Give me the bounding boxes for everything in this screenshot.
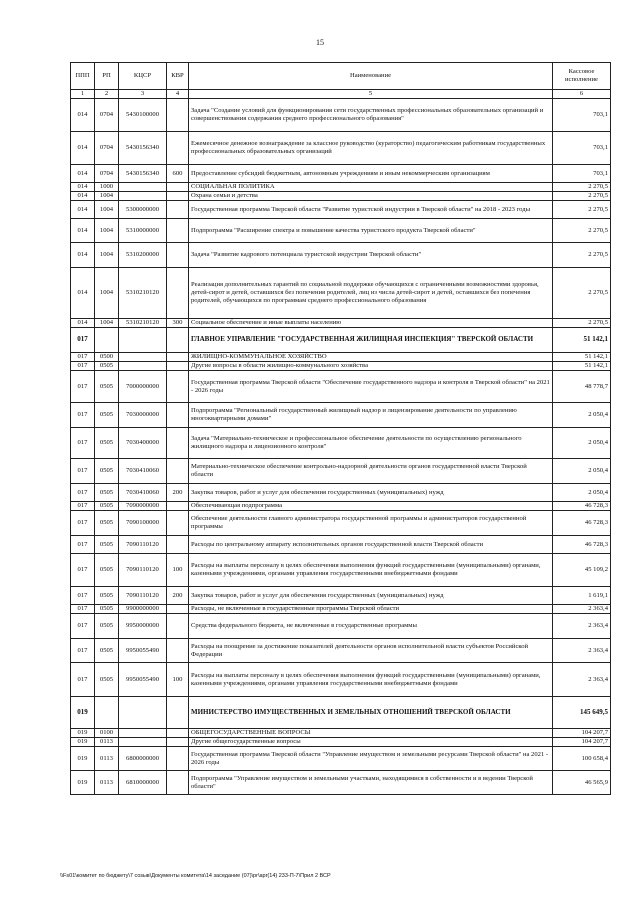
cell-kcsr: 7000000000	[119, 371, 167, 403]
cell-rp: 0500	[95, 353, 119, 362]
table-row	[71, 729, 611, 738]
header-kcsr: КЦСР	[119, 63, 167, 90]
cell-ppp: 019	[71, 697, 95, 729]
cell-rp: 0704	[95, 165, 119, 183]
cell-name: Государственная программа Тверской области "Обеспечение государственного надзора и контроля в Тверской области" на 2021 - 2026 годы	[189, 371, 553, 403]
cell-cash-execution: 51 142,1	[553, 353, 611, 362]
cell-rp: 1004	[95, 243, 119, 268]
cell-name: Материально-техническое обеспечение контрольно-надзорной деятельности органов государственной власти Тверской области	[189, 459, 553, 484]
cell-name: Другие общегосударственные вопросы	[189, 738, 553, 747]
table-row	[71, 605, 611, 614]
cell-ppp: 014	[71, 132, 95, 165]
cell-kvr	[167, 697, 189, 729]
header-cash-execution: Кассовое исполнение	[553, 63, 611, 90]
table-row	[71, 639, 611, 663]
column-number: 3	[119, 90, 167, 99]
header-rp: РП	[95, 63, 119, 90]
cell-rp: 0505	[95, 459, 119, 484]
cell-kcsr	[119, 362, 167, 371]
cell-kvr	[167, 771, 189, 795]
cell-cash-execution: 2 363,4	[553, 605, 611, 614]
cell-kvr	[167, 132, 189, 165]
cell-kcsr: 7090110120	[119, 587, 167, 605]
cell-ppp: 019	[71, 747, 95, 771]
cell-kvr	[167, 268, 189, 319]
cell-cash-execution: 51 142,1	[553, 328, 611, 353]
cell-ppp: 017	[71, 353, 95, 362]
cell-kcsr: 7030410060	[119, 484, 167, 502]
cell-kcsr	[119, 183, 167, 192]
cell-cash-execution: 2 050,4	[553, 403, 611, 428]
cell-kvr	[167, 639, 189, 663]
cell-cash-execution: 2 050,4	[553, 459, 611, 484]
cell-kvr	[167, 219, 189, 243]
cell-name: Расходы на выплаты персоналу в целях обеспечения выполнения функций государственными (муниципальными) органами, казенными учреждениями, органами управления государственными внебюджетными фондами	[189, 554, 553, 587]
cell-kcsr: 5430156340	[119, 165, 167, 183]
cell-cash-execution: 703,1	[553, 99, 611, 132]
cell-kcsr: 6810000000	[119, 771, 167, 795]
cell-ppp: 017	[71, 605, 95, 614]
header-ppp: ППП	[71, 63, 95, 90]
cell-kcsr: 5300000000	[119, 201, 167, 219]
cell-cash-execution: 46 728,3	[553, 502, 611, 511]
cell-ppp: 014	[71, 268, 95, 319]
cell-kvr: 300	[167, 319, 189, 328]
cell-ppp: 017	[71, 614, 95, 639]
table-row	[71, 554, 611, 587]
table-row	[71, 403, 611, 428]
cell-kvr: 600	[167, 165, 189, 183]
cell-kcsr: 5310000000	[119, 219, 167, 243]
table-row	[71, 484, 611, 502]
cell-rp: 0505	[95, 587, 119, 605]
cell-ppp: 017	[71, 587, 95, 605]
cell-cash-execution: 2 050,4	[553, 428, 611, 459]
cell-cash-execution: 2 270,5	[553, 243, 611, 268]
cell-ppp: 014	[71, 243, 95, 268]
cell-cash-execution: 104 207,7	[553, 738, 611, 747]
cell-cash-execution: 46 728,3	[553, 536, 611, 554]
table-row	[71, 771, 611, 795]
table-row	[71, 183, 611, 192]
cell-ppp: 014	[71, 165, 95, 183]
cell-name: Государственная программа Тверской области "Управление имуществом и земельными ресурсами Тверской области" на 2021 - 2026 годы	[189, 747, 553, 771]
cell-kcsr	[119, 729, 167, 738]
table-row	[71, 165, 611, 183]
cell-kvr	[167, 428, 189, 459]
table-row	[71, 362, 611, 371]
cell-kvr	[167, 459, 189, 484]
cell-name: ГЛАВНОЕ УПРАВЛЕНИЕ "ГОСУДАРСТВЕННАЯ ЖИЛИЩНАЯ ИНСПЕКЦИЯ" ТВЕРСКОЙ ОБЛАСТИ	[189, 328, 553, 353]
cell-kcsr	[119, 738, 167, 747]
cell-kvr: 200	[167, 587, 189, 605]
table-row	[71, 502, 611, 511]
cell-rp: 0505	[95, 536, 119, 554]
cell-name: Задача "Материально-техническое и профессиональное обеспечение деятельности по осуществлению регионального жилищного надзора и лицензионного контроля"	[189, 428, 553, 459]
cell-rp: 0505	[95, 428, 119, 459]
cell-kcsr: 7090110120	[119, 536, 167, 554]
table-row	[71, 511, 611, 536]
cell-rp	[95, 697, 119, 729]
cell-cash-execution: 145 649,5	[553, 697, 611, 729]
cell-kvr	[167, 183, 189, 192]
cell-kcsr: 7030400000	[119, 428, 167, 459]
cell-kvr	[167, 201, 189, 219]
cell-name: Расходы на поощрение за достижение показателей деятельности органов исполнительной власти субъектов Российской Федерации	[189, 639, 553, 663]
cell-ppp: 017	[71, 554, 95, 587]
cell-rp: 0505	[95, 554, 119, 587]
cell-rp: 0113	[95, 747, 119, 771]
cell-kvr	[167, 729, 189, 738]
cell-kvr	[167, 738, 189, 747]
cell-name: Подпрограмма "Расширение спектра и повышение качества туристского продукта Тверской области"	[189, 219, 553, 243]
cell-kvr	[167, 192, 189, 201]
cell-kcsr: 7030410060	[119, 459, 167, 484]
budget-execution-table	[70, 62, 611, 795]
cell-rp: 1000	[95, 183, 119, 192]
cell-kcsr: 6800000000	[119, 747, 167, 771]
cell-kvr	[167, 536, 189, 554]
cell-ppp: 019	[71, 729, 95, 738]
cell-name: Расходы, не включенные в государственные программы Тверской области	[189, 605, 553, 614]
cell-kvr	[167, 605, 189, 614]
column-number: 6	[553, 90, 611, 99]
cell-ppp: 017	[71, 663, 95, 697]
cell-name: Обеспечивающая подпрограмма	[189, 502, 553, 511]
cell-kcsr	[119, 697, 167, 729]
cell-name: Предоставление субсидий бюджетным, автономным учреждениям и иным некоммерческим организациям	[189, 165, 553, 183]
cell-ppp: 014	[71, 183, 95, 192]
cell-cash-execution: 2 270,5	[553, 319, 611, 328]
cell-kcsr: 9950055490	[119, 639, 167, 663]
cell-rp: 0113	[95, 771, 119, 795]
cell-rp: 0113	[95, 738, 119, 747]
table-row	[71, 132, 611, 165]
cell-ppp: 017	[71, 371, 95, 403]
cell-ppp: 017	[71, 639, 95, 663]
cell-kvr	[167, 502, 189, 511]
cell-rp: 0505	[95, 605, 119, 614]
table-row	[71, 587, 611, 605]
cell-name: Обеспечение деятельности главного администратора государственной программы и администраторов государственной программы	[189, 511, 553, 536]
cell-kcsr: 5430156340	[119, 132, 167, 165]
cell-ppp: 014	[71, 201, 95, 219]
cell-kcsr: 5430100000	[119, 99, 167, 132]
cell-ppp: 019	[71, 771, 95, 795]
cell-rp: 0704	[95, 132, 119, 165]
cell-rp: 1004	[95, 319, 119, 328]
table-row	[71, 614, 611, 639]
cell-cash-execution: 2 270,5	[553, 268, 611, 319]
cell-kcsr: 7090100000	[119, 511, 167, 536]
cell-ppp: 017	[71, 502, 95, 511]
cell-kvr	[167, 614, 189, 639]
cell-kcsr: 9950000000	[119, 614, 167, 639]
cell-cash-execution: 46 565,9	[553, 771, 611, 795]
cell-cash-execution: 46 728,3	[553, 511, 611, 536]
cell-rp: 0505	[95, 639, 119, 663]
table-row	[71, 268, 611, 319]
cell-kcsr	[119, 328, 167, 353]
cell-rp: 0704	[95, 99, 119, 132]
cell-kcsr: 5310210120	[119, 268, 167, 319]
cell-name: СОЦИАЛЬНАЯ ПОЛИТИКА	[189, 183, 553, 192]
footer-file-path: \\Fs01\комитет по бюджету\7 созыв\Документы комитета\14 заседание (07)\pr\apr(14) 233-П-7\Прил 2 ВСР	[60, 873, 331, 879]
table-row	[71, 243, 611, 268]
cell-name: Ежемесячное денежное вознаграждение за классное руководство (кураторство) педагогическим работникам государственных профессиональных образовательных организаций	[189, 132, 553, 165]
table-row	[71, 428, 611, 459]
cell-kvr	[167, 511, 189, 536]
column-number: 5	[189, 90, 553, 99]
cell-rp: 1004	[95, 268, 119, 319]
cell-name: Закупка товаров, работ и услуг для обеспечения государственных (муниципальных) нужд	[189, 587, 553, 605]
cell-kvr	[167, 403, 189, 428]
cell-rp: 0505	[95, 663, 119, 697]
table-row	[71, 536, 611, 554]
table-row	[71, 99, 611, 132]
cell-ppp: 014	[71, 192, 95, 201]
header-row	[71, 63, 611, 90]
table-row	[71, 319, 611, 328]
cell-rp: 0505	[95, 502, 119, 511]
cell-cash-execution: 45 109,2	[553, 554, 611, 587]
header-name: Наименование	[189, 63, 553, 90]
cell-name: ЖИЛИЩНО-КОММУНАЛЬНОЕ ХОЗЯЙСТВО	[189, 353, 553, 362]
cell-cash-execution: 48 778,7	[553, 371, 611, 403]
cell-rp: 0505	[95, 484, 119, 502]
cell-kvr	[167, 362, 189, 371]
cell-cash-execution: 2 270,5	[553, 219, 611, 243]
cell-ppp: 017	[71, 536, 95, 554]
header-kvr: КВР	[167, 63, 189, 90]
table-row	[71, 738, 611, 747]
cell-ppp: 014	[71, 319, 95, 328]
cell-name: Задача "Развитие кадрового потенциала туристской индустрии Тверской области"	[189, 243, 553, 268]
table-row	[71, 192, 611, 201]
cell-rp: 0505	[95, 511, 119, 536]
cell-cash-execution: 2 363,4	[553, 614, 611, 639]
column-number-row	[71, 90, 611, 99]
cell-name: Расходы по центральному аппарату исполнительных органов государственной власти Тверской области	[189, 536, 553, 554]
cell-name: Реализация дополнительных гарантий по социальной поддержке обучающихся с ограниченными возможностями здоровья, детей-сирот и детей, оставшихся без попечения родителей, лиц из числа детей-сирот и детей, оставшихся без попечения родителей, обучающихся по программам среднего профессионального образования	[189, 268, 553, 319]
table-row	[71, 747, 611, 771]
cell-name: Задача "Создание условий для функционирования сети государственных профессиональных образовательных организаций и совершенствования содержания среднего профессионального образования"	[189, 99, 553, 132]
cell-kcsr: 7090110120	[119, 554, 167, 587]
column-number: 2	[95, 90, 119, 99]
cell-kvr	[167, 328, 189, 353]
cell-name: Закупка товаров, работ и услуг для обеспечения государственных (муниципальных) нужд	[189, 484, 553, 502]
cell-rp: 0100	[95, 729, 119, 738]
cell-name: Расходы на выплаты персоналу в целях обеспечения выполнения функций государственными (муниципальными) органами, казенными учреждениями, органами управления государственными внебюджетными фондами	[189, 663, 553, 697]
cell-cash-execution: 51 142,1	[553, 362, 611, 371]
cell-cash-execution: 100 658,4	[553, 747, 611, 771]
cell-cash-execution: 2 363,4	[553, 639, 611, 663]
cell-kvr	[167, 747, 189, 771]
table-body	[71, 99, 611, 795]
cell-rp	[95, 328, 119, 353]
table-row	[71, 219, 611, 243]
cell-name: Подпрограмма "Региональный государственный жилищный надзор и лицензирование деятельности по управлению многоквартирными домами"	[189, 403, 553, 428]
cell-cash-execution: 703,1	[553, 132, 611, 165]
cell-rp: 0505	[95, 403, 119, 428]
cell-rp: 1004	[95, 219, 119, 243]
cell-ppp: 017	[71, 428, 95, 459]
cell-kcsr: 9900000000	[119, 605, 167, 614]
cell-cash-execution: 2 270,5	[553, 201, 611, 219]
cell-ppp: 014	[71, 219, 95, 243]
cell-rp: 0505	[95, 614, 119, 639]
cell-ppp: 017	[71, 403, 95, 428]
cell-kvr: 200	[167, 484, 189, 502]
cell-kvr	[167, 243, 189, 268]
column-number: 4	[167, 90, 189, 99]
table-row	[71, 371, 611, 403]
cell-name: Охрана семьи и детства	[189, 192, 553, 201]
cell-rp: 0505	[95, 371, 119, 403]
cell-kvr	[167, 353, 189, 362]
cell-cash-execution: 2 270,5	[553, 183, 611, 192]
cell-kvr	[167, 371, 189, 403]
cell-cash-execution: 703,1	[553, 165, 611, 183]
cell-kvr: 100	[167, 663, 189, 697]
cell-name: ОБЩЕГОСУДАРСТВЕННЫЕ ВОПРОСЫ	[189, 729, 553, 738]
cell-ppp: 017	[71, 362, 95, 371]
table-row	[71, 697, 611, 729]
cell-kcsr	[119, 192, 167, 201]
cell-rp: 1004	[95, 192, 119, 201]
table-row	[71, 201, 611, 219]
table-row	[71, 459, 611, 484]
cell-name: МИНИСТЕРСТВО ИМУЩЕСТВЕННЫХ И ЗЕМЕЛЬНЫХ ОТНОШЕНИЙ ТВЕРСКОЙ ОБЛАСТИ	[189, 697, 553, 729]
cell-kcsr: 7090000000	[119, 502, 167, 511]
cell-rp: 0505	[95, 362, 119, 371]
column-number: 1	[71, 90, 95, 99]
cell-name: Другие вопросы в области жилищно-коммунального хозяйства	[189, 362, 553, 371]
page-number: 15	[316, 38, 324, 47]
cell-ppp: 019	[71, 738, 95, 747]
cell-ppp: 017	[71, 511, 95, 536]
cell-kcsr: 5310200000	[119, 243, 167, 268]
cell-kcsr: 7030000000	[119, 403, 167, 428]
cell-cash-execution: 1 619,1	[553, 587, 611, 605]
cell-kcsr	[119, 353, 167, 362]
cell-kcsr: 9950055490	[119, 663, 167, 697]
cell-cash-execution: 2 270,5	[553, 192, 611, 201]
cell-ppp: 017	[71, 459, 95, 484]
cell-name: Средства федерального бюджета, не включенные в государственные программы	[189, 614, 553, 639]
cell-ppp: 017	[71, 328, 95, 353]
table-row	[71, 353, 611, 362]
cell-cash-execution: 2 050,4	[553, 484, 611, 502]
table-row	[71, 328, 611, 353]
cell-name: Социальное обеспечение и иные выплаты населению	[189, 319, 553, 328]
cell-cash-execution: 2 363,4	[553, 663, 611, 697]
cell-cash-execution: 104 207,7	[553, 729, 611, 738]
cell-rp: 1004	[95, 201, 119, 219]
cell-name: Государственная программа Тверской области "Развитие туристской индустрии в Тверской области" на 2018 - 2023 годы	[189, 201, 553, 219]
cell-ppp: 017	[71, 484, 95, 502]
cell-kvr: 100	[167, 554, 189, 587]
cell-name: Подпрограмма "Управление имуществом и земельными участками, находящимися в собственности и в ведении Тверской области"	[189, 771, 553, 795]
cell-kvr	[167, 99, 189, 132]
cell-kcsr: 5310210120	[119, 319, 167, 328]
cell-ppp: 014	[71, 99, 95, 132]
table-row	[71, 663, 611, 697]
